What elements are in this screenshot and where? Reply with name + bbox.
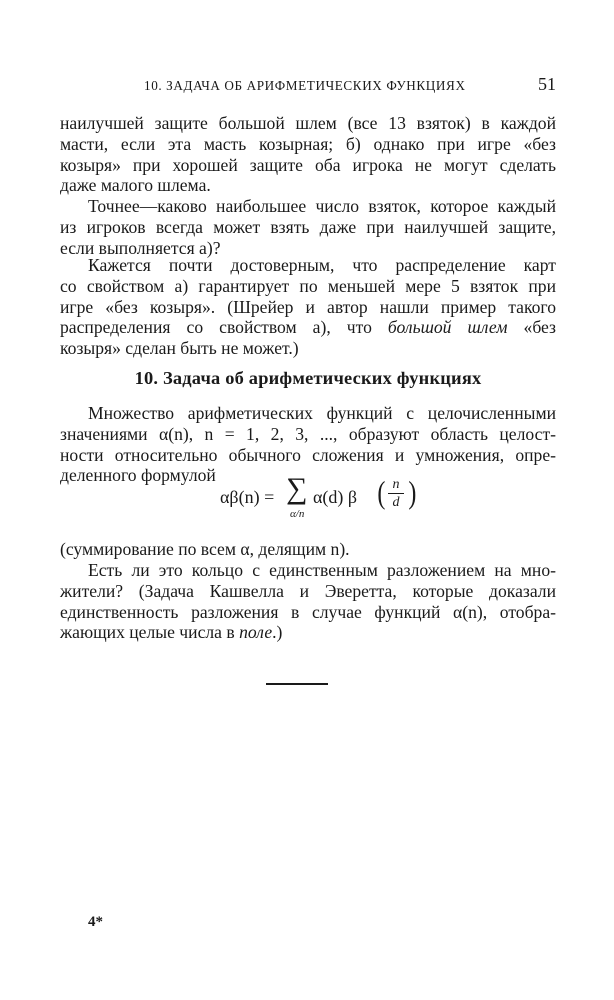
running-head bbox=[60, 74, 556, 96]
paragraph-conjecture bbox=[60, 255, 556, 359]
summation-subscript: α/n bbox=[290, 508, 305, 520]
text-line: со свойством а) гарантирует по меньшей мере 5 взяток при bbox=[60, 275, 556, 296]
fraction-numerator: n bbox=[392, 477, 400, 492]
text-line: единственность разложения в случае функций α(n), отобра- bbox=[60, 601, 556, 622]
text-line: жители? (Задача Кашвелла и Эверетта, которые доказали bbox=[60, 580, 556, 601]
text-line: козыря» при хорошей защите оба игрока не могут сделать bbox=[60, 154, 556, 175]
fraction bbox=[388, 477, 404, 510]
text-line: наилучшей защите большой шлем (все 13 взяток) в каждой bbox=[60, 113, 556, 133]
paragraph-bridge-conclusion bbox=[60, 113, 556, 196]
text-line: Кажется почти достоверным, что распределение карт bbox=[88, 255, 556, 275]
paragraph-note bbox=[60, 539, 556, 560]
running-title: 10. ЗАДАЧА ОБ АРИФМЕТИЧЕСКИХ ФУНКЦИЯХ bbox=[144, 78, 466, 93]
text-fragment: жающих целые числа в bbox=[60, 622, 240, 643]
text-line: даже малого шлема. bbox=[60, 175, 211, 196]
close-paren: ) bbox=[408, 474, 417, 510]
text-fragment: .) bbox=[272, 622, 283, 643]
text-line bbox=[60, 622, 556, 643]
open-paren: ( bbox=[377, 474, 386, 510]
page-number: 51 bbox=[538, 74, 556, 94]
formula-lhs: αβ(n) = bbox=[220, 487, 275, 507]
text-line: игре «без козыря». (Шрейер и автор нашли пример такого bbox=[60, 296, 556, 317]
formula-terms: α(d) β bbox=[313, 487, 358, 507]
text-line: значениями α(n), n = 1, 2, 3, ..., образуют область целост- bbox=[60, 423, 556, 444]
text-line: Есть ли это кольцо с единственным разложением на мно- bbox=[88, 560, 556, 580]
section-end-rule bbox=[266, 683, 328, 685]
text-line: (суммирование по всем α, делящим n). bbox=[60, 539, 350, 559]
text-line: масти, если эта масть козырная; б) однако при игре «без bbox=[60, 133, 556, 154]
summation-sign: ∑ bbox=[286, 472, 308, 505]
text-line bbox=[60, 317, 556, 338]
paragraph-question bbox=[60, 196, 556, 258]
text-fragment: распределения со свойством а), что bbox=[60, 317, 388, 338]
text-line: из игроков всегда может взять даже при наилучшей защите, bbox=[60, 216, 556, 237]
section-title: 10. Задача об арифметических функциях bbox=[134, 368, 482, 388]
text-line: деленного формулой bbox=[60, 465, 216, 486]
italic-term: большой шлем bbox=[387, 317, 508, 338]
text-line: Точнее—каково наибольшее число взяток, которое каждый bbox=[88, 196, 556, 216]
italic-term: поле bbox=[239, 622, 273, 643]
text-line: Множество арифметических функций с целочисленными bbox=[88, 403, 556, 423]
text-line: ности относительно обычного сложения и умножения, опре- bbox=[60, 444, 556, 465]
product-formula bbox=[220, 472, 420, 528]
fraction-denominator: d bbox=[392, 495, 400, 510]
paragraph-open-problem bbox=[60, 560, 556, 643]
fraction-bar bbox=[388, 493, 404, 494]
text-line: козыря» сделан быть не может.) bbox=[60, 338, 299, 359]
text-line: если выполняется а)? bbox=[60, 237, 221, 258]
text-fragment: «без bbox=[507, 317, 557, 338]
printer-signature-mark: 4* bbox=[88, 914, 103, 930]
